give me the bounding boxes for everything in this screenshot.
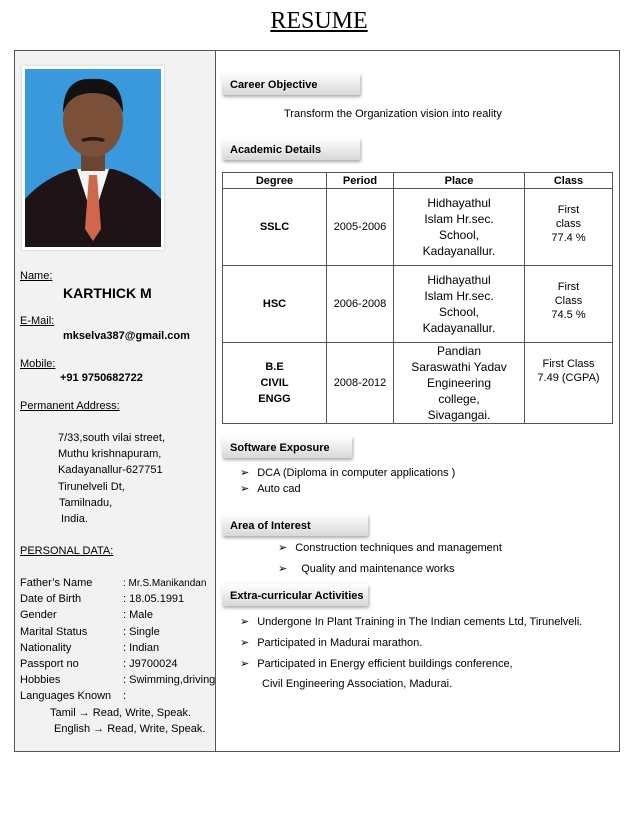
place-cell: Hidhayathul Islam Hr.sec. School, Kadayanallur.: [394, 266, 525, 343]
address-label: Permanent Address:: [20, 400, 120, 412]
field-key: Gender: [20, 609, 57, 622]
address-line: Tamilnadu,: [59, 496, 113, 509]
name-label: Name:: [20, 270, 53, 282]
field-value: :: [123, 690, 127, 703]
field-value: : Single: [123, 625, 160, 638]
column-header: Class: [525, 173, 613, 189]
degree-cell: HSC: [223, 266, 327, 343]
academic-row: [223, 266, 613, 343]
field-value: : Indian: [123, 641, 160, 654]
personal-row: [20, 624, 215, 640]
bullet-icon: ➢: [240, 467, 250, 479]
period-cell: 2005-2006: [327, 189, 394, 266]
field-key: Passport no: [20, 657, 79, 670]
address-line: Tirunelveli Dt,: [58, 480, 125, 493]
extra-item: [240, 657, 513, 670]
extra-continuation: Civil Engineering Association, Madurai.: [262, 678, 453, 690]
academic-row: [223, 189, 613, 266]
interest-text: Construction techniques and management: [295, 542, 502, 554]
personal-row: [20, 607, 215, 623]
interest-item: [278, 541, 502, 554]
academic-details-header: Academic Details: [222, 138, 360, 160]
email-label: E-Mail:: [20, 315, 55, 327]
page-title: RESUME: [270, 8, 368, 34]
extra-item: [240, 615, 582, 628]
class-cell: First Class 7.49 (CGPA): [525, 343, 613, 424]
personal-row: [20, 672, 215, 688]
field-key: Date of Birth: [20, 593, 82, 606]
career-objective-text: Transform the Organization vision into reality: [284, 108, 502, 120]
field-key: Father’s Name: [20, 577, 93, 589]
software-item: [240, 482, 301, 495]
area-of-interest-header: Area of Interest: [222, 514, 368, 536]
degree-cell: B.E CIVIL ENGG: [223, 343, 327, 424]
address-line: 7/33,south vilai street,: [58, 432, 166, 444]
bullet-icon: ➢: [240, 637, 250, 649]
personal-row: [20, 688, 215, 704]
software-text: DCA (Diploma in computer applications ): [257, 467, 456, 479]
field-value: : Mr.S.Manikandan: [123, 578, 207, 589]
software-item: [240, 466, 455, 479]
place-cell: Hidhayathul Islam Hr.sec. School, Kadayanallur.: [394, 189, 525, 266]
degree-cell: SSLC: [223, 189, 327, 266]
address-line: Muthu krishnapuram,: [58, 448, 162, 461]
address-line: India.: [61, 513, 88, 526]
class-cell: First Class 74.5 %: [525, 266, 613, 343]
interest-text: Quality and maintenance works: [301, 563, 455, 575]
academic-row: [223, 343, 613, 424]
class-cell: First class 77.4 %: [525, 189, 613, 266]
academic-table: [222, 172, 613, 424]
email-value: mkselva387@gmail.com: [63, 330, 190, 342]
address-line: Kadayanallur-627751: [58, 464, 163, 477]
field-key: Languages Known: [20, 690, 112, 703]
bullet-icon: ➢: [240, 658, 250, 670]
academic-header-row: [223, 173, 613, 189]
extra-text: Participated in Energy efficient buildings conference,: [257, 658, 513, 670]
mobile-label: Mobile:: [20, 358, 56, 370]
field-key: Hobbies: [20, 674, 61, 687]
interest-item: [278, 562, 455, 575]
bullet-icon: ➢: [278, 542, 288, 554]
software-text: Auto cad: [257, 483, 301, 495]
extra-text: Participated in Madurai marathon.: [257, 637, 423, 649]
column-header: Degree: [223, 173, 327, 189]
bullet-icon: ➢: [240, 616, 250, 628]
language-row: Tamil → Read, Write, Speak.: [50, 706, 192, 719]
mobile-value: +91 9750682722: [60, 372, 143, 384]
profile-photo: [22, 66, 164, 250]
period-cell: 2006-2008: [327, 266, 394, 343]
column-header: Period: [327, 173, 394, 189]
address-block: [58, 430, 165, 527]
personal-row: [20, 575, 215, 591]
field-value: : Swimming,driving: [123, 674, 216, 687]
field-value: : J9700024: [123, 657, 178, 670]
column-header: Place: [394, 173, 525, 189]
field-key: Nationality: [20, 641, 72, 654]
field-value: : Male: [123, 609, 153, 622]
candidate-name: KARTHICK M: [63, 285, 152, 301]
person-photo-icon: [25, 69, 161, 247]
personal-row: [20, 656, 215, 672]
personal-row: [20, 591, 215, 607]
extra-item: [240, 636, 422, 649]
bullet-icon: ➢: [240, 483, 250, 495]
personal-row: [20, 640, 215, 656]
personal-data-list: [20, 575, 215, 737]
extra-curricular-header: Extra-curricular Activities: [222, 584, 368, 606]
bullet-icon: ➢: [278, 563, 288, 575]
personal-data-label: PERSONAL DATA:: [20, 545, 114, 557]
field-value: : 18.05.1991: [123, 593, 185, 606]
software-exposure-header: Software Exposure: [222, 436, 352, 458]
place-cell: Pandian Saraswathi Yadav Engineering college, Sivagangai.: [394, 343, 525, 424]
period-cell: 2008-2012: [327, 343, 394, 424]
field-key: Marital Status: [20, 625, 88, 638]
career-objective-header: Career Objective: [222, 73, 360, 95]
extra-text: Undergone In Plant Training in The Indian cements Ltd, Tirunelveli.: [257, 616, 583, 628]
language-row: English → Read, Write, Speak.: [54, 722, 206, 735]
